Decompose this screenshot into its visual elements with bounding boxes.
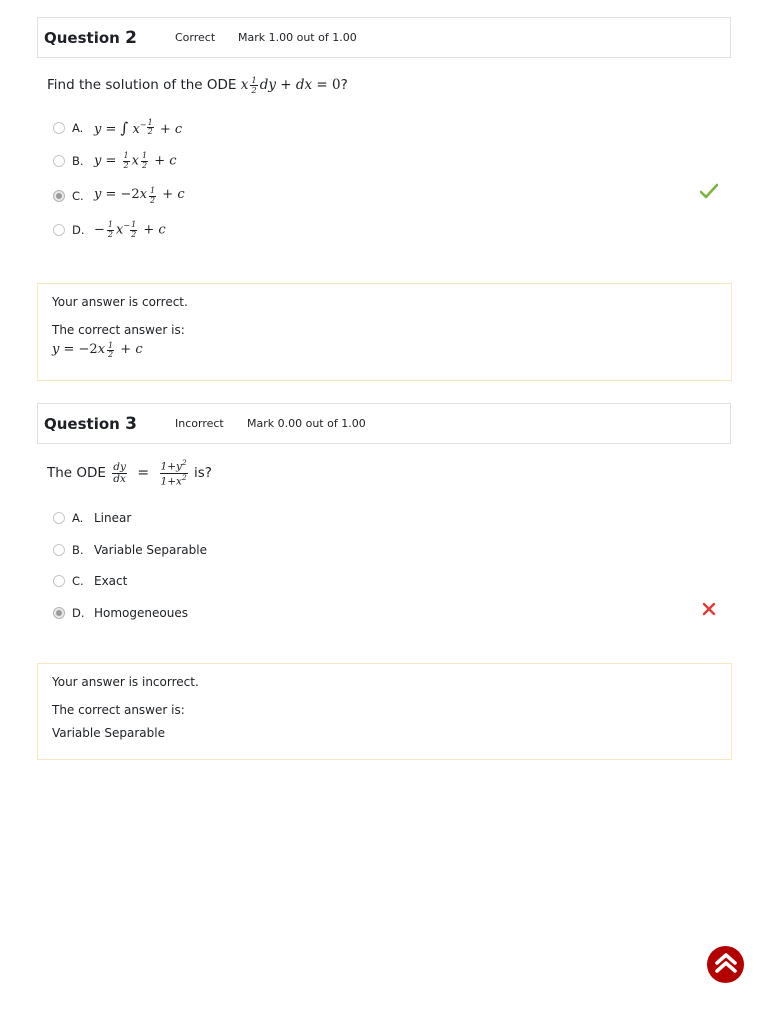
question-3-text: The ODE $\frac{dy}{dx}$ = $\frac{1+y^2}{1+x^2}$ is? [47, 458, 212, 488]
back-to-top-button[interactable] [707, 946, 744, 983]
question-2-option-b[interactable]: B. y = $\frac{1}{2}$ x $\frac{1}{2}$ + c [53, 149, 177, 173]
check-icon [700, 183, 718, 204]
option-d-formula: − $\frac{1}{2}$ x− $\frac{1}{2}$ + c [94, 220, 166, 239]
radio-button[interactable] [53, 122, 65, 134]
feedback-correct-answer: y = −2x $\frac{1}{2}$ + c [52, 341, 143, 360]
option-c-formula: y = −2x $\frac{1}{2}$ + c [94, 186, 185, 205]
radio-button[interactable] [53, 224, 65, 236]
feedback-verdict: Your answer is correct. [52, 295, 188, 309]
radio-button[interactable] [53, 575, 65, 587]
question-3-option-a[interactable]: A. Linear [53, 506, 131, 530]
option-a-formula: y = ∫ x− $\frac{1}{2}$ + c [94, 118, 183, 137]
question-3-state: Incorrect [175, 417, 224, 430]
feedback-correct-answer: Variable Separable [52, 726, 165, 740]
radio-button[interactable] [53, 544, 65, 556]
question-3-grade: Mark 0.00 out of 1.00 [247, 417, 366, 430]
question-3-number: Question 3 [44, 413, 137, 434]
question-2-grade: Mark 1.00 out of 1.00 [238, 31, 357, 44]
question-2-feedback [37, 283, 732, 381]
radio-button[interactable] [53, 155, 65, 167]
question-2-number: Question 2 [44, 27, 137, 48]
question-2-option-c[interactable]: C. y = −2x $\frac{1}{2}$ + c [53, 184, 185, 208]
radio-button-selected[interactable] [53, 190, 65, 202]
option-b-formula: y = $\frac{1}{2}$ x $\frac{1}{2}$ + c [94, 151, 177, 170]
chevron-up-icon [714, 952, 738, 978]
question-3-equation: $\frac{dy}{dx}$ = $\frac{1+y^2}{1+x^2}$ [113, 458, 187, 488]
radio-button-selected[interactable] [53, 607, 65, 619]
question-2-option-a[interactable]: A. y = ∫ x− $\frac{1}{2}$ + c [53, 116, 182, 140]
question-2-state: Correct [175, 31, 216, 44]
radio-button[interactable] [53, 512, 65, 524]
feedback-correct-label: The correct answer is: [52, 703, 185, 717]
cross-icon [702, 601, 716, 621]
question-3-option-c[interactable]: C. Exact [53, 569, 127, 593]
question-2-header [37, 17, 731, 58]
question-2-text: Find the solution of the ODE x $\frac{1}{2}$ dy + dx = 0 ? [47, 75, 348, 95]
question-2-equation: x $\frac{1}{2}$ dy + dx = 0 [240, 75, 341, 95]
question-3-feedback [37, 663, 732, 760]
question-3-option-d[interactable]: D. Homogeneoues [53, 601, 188, 625]
question-3-option-b[interactable]: B. Variable Separable [53, 538, 207, 562]
question-2-option-d[interactable]: D. − $\frac{1}{2}$ x− $\frac{1}{2}$ + c [53, 218, 166, 242]
question-3-header [37, 403, 731, 444]
feedback-verdict: Your answer is incorrect. [52, 675, 199, 689]
feedback-correct-label: The correct answer is: [52, 323, 185, 337]
